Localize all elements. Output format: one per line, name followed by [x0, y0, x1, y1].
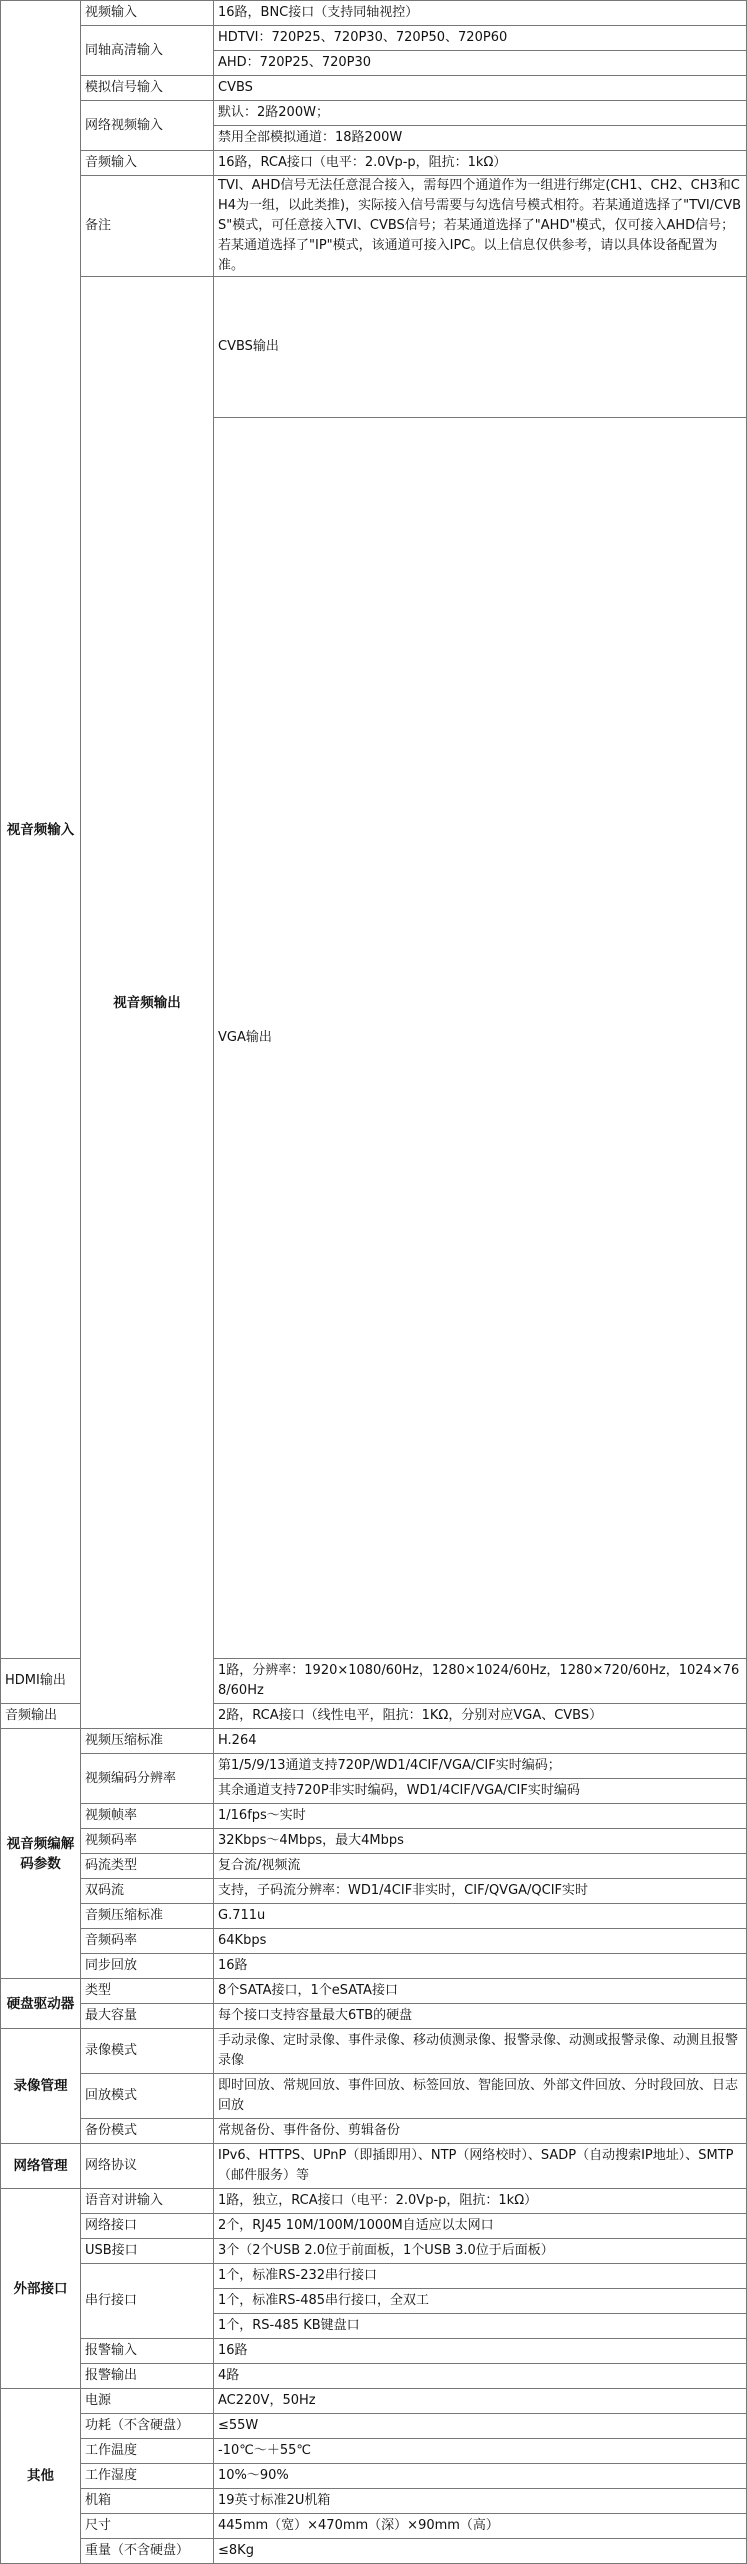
param-label: 机箱: [81, 2489, 214, 2514]
param-value: HDTVI：720P25、720P30、720P50、720P60: [214, 26, 747, 51]
table-row: [1, 1929, 747, 1954]
param-value: 8个SATA接口，1个eSATA接口: [214, 1979, 747, 2004]
param-label: 双码流: [81, 1879, 214, 1904]
table-row: [1, 1854, 747, 1879]
table-row: [1, 76, 747, 101]
table-row: [1, 101, 747, 126]
param-value: 16路，RCA接口（电平：2.0Vp-p，阻抗：1kΩ）: [214, 151, 747, 176]
param-value: G.711u: [214, 1904, 747, 1929]
param-label: VGA输出: [214, 418, 747, 1659]
param-value: H.264: [214, 1729, 747, 1754]
param-value: ≤55W: [214, 2414, 747, 2439]
table-row: [1, 2004, 747, 2029]
table-row: [1, 2074, 747, 2119]
table-row: [1, 2339, 747, 2364]
param-label: 音频输出: [1, 1704, 81, 1729]
table-row: [1, 176, 747, 277]
category-ports: 外部接口: [1, 2189, 81, 2389]
param-value: 即时回放、常规回放、事件回放、标签回放、智能回放、外部文件回放、分时段回放、日志回放: [214, 2074, 747, 2119]
table-row: [1, 277, 747, 418]
table-row: [1, 2189, 747, 2214]
category-other: 其他: [1, 2389, 81, 2564]
table-row: [1, 2119, 747, 2144]
param-label: 尺寸: [81, 2514, 214, 2539]
table-row: [1, 1954, 747, 1979]
table-row: [1, 1754, 747, 1779]
param-label: 功耗（不含硬盘）: [81, 2414, 214, 2439]
param-value: AHD：720P25、720P30: [214, 51, 747, 76]
param-label: USB接口: [81, 2239, 214, 2264]
table-row: [1, 2539, 747, 2564]
param-value: 其余通道支持720P非实时编码，WD1/4CIF/VGA/CIF实时编码: [214, 1779, 747, 1804]
param-label: 类型: [81, 1979, 214, 2004]
table-row: [1, 2464, 747, 2489]
param-value: 1/16fps～实时: [214, 1804, 747, 1829]
param-label: 网络视频输入: [81, 101, 214, 151]
param-label: 语音对讲输入: [81, 2189, 214, 2214]
param-value: 常规备份、事件备份、剪辑备份: [214, 2119, 747, 2144]
param-label: 串行接口: [81, 2264, 214, 2339]
param-value: 445mm（宽）×470mm（深）×90mm（高）: [214, 2514, 747, 2539]
param-label: 报警输出: [81, 2364, 214, 2389]
table-row: [1, 2264, 747, 2289]
table-row: [1, 2514, 747, 2539]
param-value: 16路: [214, 1954, 747, 1979]
param-value: 1个，标准RS-232串行接口: [214, 2264, 747, 2289]
param-label: 回放模式: [81, 2074, 214, 2119]
param-value: 2个，RJ45 10M/100M/1000M自适应以太网口: [214, 2214, 747, 2239]
param-label: 模拟信号输入: [81, 76, 214, 101]
table-row: [1, 1879, 747, 1904]
param-label: 报警输入: [81, 2339, 214, 2364]
param-value: 支持，子码流分辨率：WD1/4CIF非实时，CIF/QVGA/QCIF实时: [214, 1879, 747, 1904]
table-row: [1, 2144, 747, 2189]
param-value: 1路，分辨率：1920×1080/60Hz，1280×1024/60Hz，1280×720/60Hz，1024×768/60Hz: [214, 1659, 747, 1704]
table-row: [1, 151, 747, 176]
param-label: 音频压缩标准: [81, 1904, 214, 1929]
param-value: 复合流/视频流: [214, 1854, 747, 1879]
param-label: CVBS输出: [214, 277, 747, 418]
param-value: 16路，BNC接口（支持同轴视控）: [214, 1, 747, 26]
param-value: IPv6、HTTPS、UPnP（即插即用）、NTP（网络校时）、SADP（自动搜索IP地址）、SMTP（邮件服务）等: [214, 2144, 747, 2189]
param-value: 禁用全部模拟通道：18路200W: [214, 126, 747, 151]
table-row: [1, 2029, 747, 2074]
table-row: [1, 1804, 747, 1829]
table-row: [1, 1979, 747, 2004]
param-label: 视频编码分辨率: [81, 1754, 214, 1804]
param-label: 视频输入: [81, 1, 214, 26]
table-row: [1, 1829, 747, 1854]
table-row: [1, 2364, 747, 2389]
param-label: 码流类型: [81, 1854, 214, 1879]
param-label: 备份模式: [81, 2119, 214, 2144]
param-value: 32Kbps～4Mbps，最大4Mbps: [214, 1829, 747, 1854]
param-value: AC220V，50Hz: [214, 2389, 747, 2414]
category-record: 录像管理: [1, 2029, 81, 2144]
param-value: 19英寸标准2U机箱: [214, 2489, 747, 2514]
param-label: 网络协议: [81, 2144, 214, 2189]
param-value: -10℃～＋55℃: [214, 2439, 747, 2464]
param-label: 同轴高清输入: [81, 26, 214, 76]
category-codec: 视音频编解码参数: [1, 1729, 81, 1979]
param-label: 视频压缩标准: [81, 1729, 214, 1754]
param-label: 工作湿度: [81, 2464, 214, 2489]
param-label: 电源: [81, 2389, 214, 2414]
param-value: 手动录像、定时录像、事件录像、移动侦测录像、报警录像、动测或报警录像、动测且报警录像: [214, 2029, 747, 2074]
table-row: [1, 2439, 747, 2464]
param-value: TVI、AHD信号无法任意混合接入，需每四个通道作为一组进行绑定(CH1、CH2、CH3和CH4为一组，以此类推)，实际接入信号需要与勾选信号模式相符。若某通道选择了"TVI/CVBS"模式，可任意接入TVI、CVBS信号；若某通道选择了"AHD"模式，仅可接入AHD信号；若某通道选择了"IP"模式，该通道可接入IPC。以上信息仅供参考，请以具体设备配置为准。: [214, 176, 747, 277]
param-label: 录像模式: [81, 2029, 214, 2074]
param-label: 备注: [81, 176, 214, 277]
param-label: 音频输入: [81, 151, 214, 176]
category-output: 视音频输出: [81, 277, 214, 1729]
table-row: [1, 2414, 747, 2439]
category-input: 视音频输入: [1, 1, 81, 1659]
table-row: [1, 1904, 747, 1929]
param-value: 3个（2个USB 2.0位于前面板，1个USB 3.0位于后面板）: [214, 2239, 747, 2264]
param-value: 64Kbps: [214, 1929, 747, 1954]
param-value: 10%～90%: [214, 2464, 747, 2489]
param-value: 2路，RCA接口（线性电平，阻抗：1KΩ，分别对应VGA、CVBS）: [214, 1704, 747, 1729]
param-label: 同步回放: [81, 1954, 214, 1979]
param-value: ≤8Kg: [214, 2539, 747, 2564]
table-row: [1, 2239, 747, 2264]
param-value: 1个，标准RS-485串行接口，全双工: [214, 2289, 747, 2314]
param-value: 每个接口支持容量最大6TB的硬盘: [214, 2004, 747, 2029]
param-value: 16路: [214, 2339, 747, 2364]
category-network: 网络管理: [1, 2144, 81, 2189]
param-value: CVBS: [214, 76, 747, 101]
param-label: 视频码率: [81, 1829, 214, 1854]
param-label: 视频帧率: [81, 1804, 214, 1829]
param-label: 音频码率: [81, 1929, 214, 1954]
category-disk: 硬盘驱动器: [1, 1979, 81, 2029]
param-label: 工作温度: [81, 2439, 214, 2464]
table-row: [1, 26, 747, 51]
table-row: [1, 1, 747, 26]
param-value: 1个，RS-485 KB键盘口: [214, 2314, 747, 2339]
param-label: HDMI输出: [1, 1659, 81, 1704]
param-label: 网络接口: [81, 2214, 214, 2239]
table-row: [1, 2214, 747, 2239]
table-row: [1, 1729, 747, 1754]
param-value: 默认：2路200W；: [214, 101, 747, 126]
param-label: 重量（不含硬盘）: [81, 2539, 214, 2564]
table-row: [1, 2489, 747, 2514]
param-label: 最大容量: [81, 2004, 214, 2029]
param-value: 1路，独立，RCA接口（电平：2.0Vp-p，阻抗：1kΩ）: [214, 2189, 747, 2214]
param-value: 4路: [214, 2364, 747, 2389]
param-value: 第1/5/9/13通道支持720P/WD1/4CIF/VGA/CIF实时编码；: [214, 1754, 747, 1779]
table-row: [1, 2389, 747, 2414]
